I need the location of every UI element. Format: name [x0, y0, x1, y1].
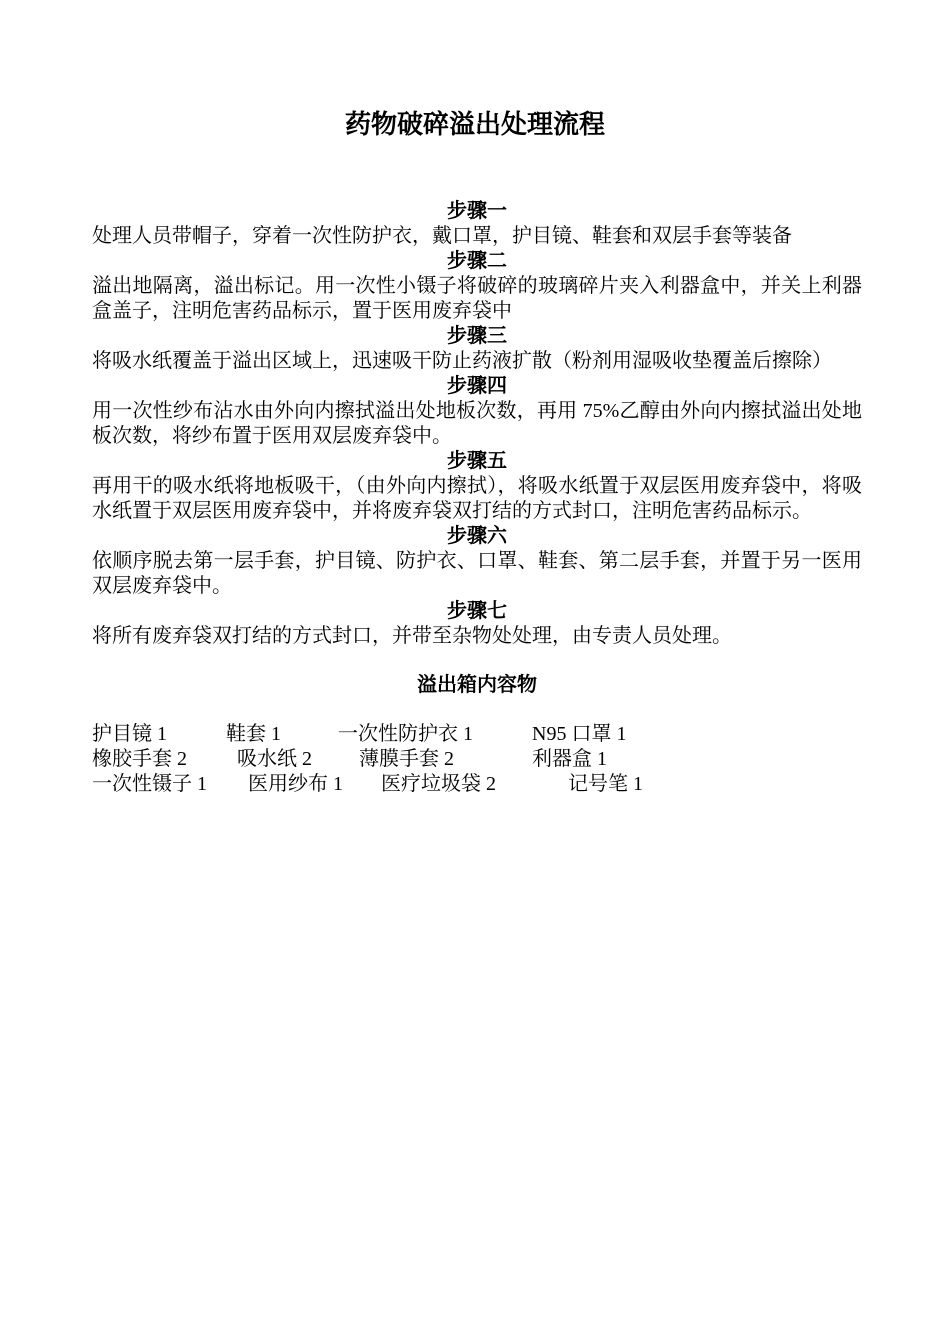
step-4	[92, 374, 862, 449]
step-heading: 步骤二	[447, 250, 507, 272]
step-text: 将吸水纸覆盖于溢出区域上，迅速吸干防止药液扩散（粉剂用湿吸收垫覆盖后擦除）	[92, 350, 832, 372]
contents-list	[92, 722, 862, 797]
step-5	[92, 449, 862, 524]
step-1	[92, 199, 862, 249]
step-text: 用一次性纱布沾水由外向内擦拭溢出处地板次数，再用 75%乙醇由外向内擦拭溢出处地板次数，将纱布置于医用双层废弃袋中。	[92, 400, 862, 447]
step-text: 将所有废弃袋双打结的方式封口，并带至杂物处处理，由专责人员处理。	[92, 625, 732, 647]
contents-row	[92, 722, 862, 747]
step-3	[92, 324, 862, 374]
step-2	[92, 249, 862, 324]
step-text: 依顺序脱去第一层手套，护目镜、防护衣、口罩、鞋套、第二层手套，并置于另一医用双层废弃袋中。	[92, 550, 862, 597]
step-heading: 步骤七	[447, 600, 507, 622]
step-heading: 步骤一	[447, 200, 507, 222]
step-7	[92, 599, 862, 649]
contents-item: N95 口罩 1	[532, 723, 627, 745]
step-text: 溢出地隔离，溢出标记。用一次性小镊子将破碎的玻璃碎片夹入利器盒中，并关上利器盒盖子，注明危害药品标示，置于医用废弃袋中	[92, 275, 862, 322]
contents-item: 一次性防护衣 1	[338, 723, 473, 745]
contents-item: 利器盒 1	[532, 748, 607, 770]
step-heading: 步骤六	[447, 525, 507, 547]
contents-item: 护目镜 1	[92, 723, 167, 745]
contents-item: 记号笔 1	[568, 773, 643, 795]
contents-item: 吸水纸 2	[237, 748, 312, 770]
step-heading: 步骤五	[447, 450, 507, 472]
contents-row	[92, 772, 862, 797]
contents-item: 鞋套 1	[226, 723, 281, 745]
step-heading: 步骤四	[447, 375, 507, 397]
contents-row	[92, 747, 862, 772]
contents-item: 薄膜手套 2	[359, 748, 454, 770]
contents-item: 橡胶手套 2	[92, 748, 187, 770]
document-body	[92, 199, 862, 797]
contents-item: 医用纱布 1	[248, 773, 343, 795]
step-heading: 步骤三	[447, 325, 507, 347]
step-6	[92, 524, 862, 599]
contents-heading: 溢出箱内容物	[417, 674, 537, 696]
page-title: 药物破碎溢出处理流程	[344, 110, 605, 140]
contents-item: 一次性镊子 1	[92, 773, 207, 795]
contents-item: 医疗垃圾袋 2	[381, 773, 496, 795]
step-text: 再用干的吸水纸将地板吸干，（由外向内擦拭），将吸水纸置于双层医用废弃袋中，将吸水纸置于双层医用废弃袋中，并将废弃袋双打结的方式封口，注明危害药品标示。	[92, 475, 862, 522]
step-text: 处理人员带帽子，穿着一次性防护衣，戴口罩，护目镜、鞋套和双层手套等装备	[92, 225, 792, 247]
